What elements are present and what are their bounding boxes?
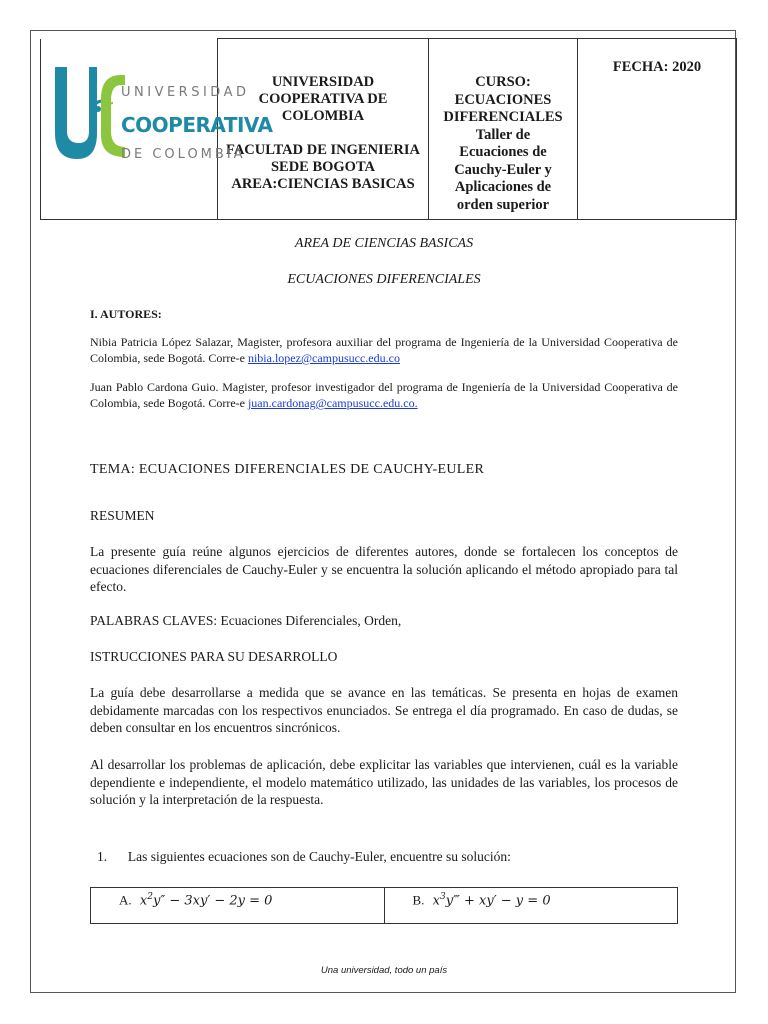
exercise-line (97, 849, 685, 865)
summary-text: La presente guía reúne algunos ejercicios de diferentes autores, donde se fortalecen los conceptos de ecuaciones diferenciales de Cauchy-Euler y se encuentra la solución aplicando el método apropiado para tal efecto. (90, 544, 678, 594)
author-1 (90, 334, 678, 366)
subject-heading: ECUACIONES DIFERENCIALES (287, 272, 481, 287)
header-table (40, 38, 737, 220)
equation-b-label: B. (412, 892, 425, 908)
instructions-p1: La guía debe desarrollarse a medida que se avance en las temáticas. Se presenta en hojas de examen debidamente marcadas con los respectivos enunciados. Se entrega el día programado. En caso de dudas, se deben consultar en los encuentros sincrónicos. (90, 685, 678, 735)
logo-cell (41, 39, 273, 220)
course-cell (429, 39, 578, 220)
faculty: FACULTAD DE INGENIERIA (226, 142, 420, 158)
campus: SEDE BOGOTA (270, 159, 376, 175)
equation-a-label: A. (119, 892, 132, 908)
course-line: Cauchy-Euler y (454, 161, 552, 178)
university-name-2: COOPERATIVA DE (258, 91, 388, 107)
ucc-logo-icon (41, 39, 273, 219)
logo-line1: UNIVERSIDAD (121, 84, 250, 100)
equation-b: B. $x^3y‴ + xy' - y = 0$ (384, 888, 678, 924)
course-line: orden superior (456, 196, 550, 213)
author-2-text: Juan Pablo Cardona Guio. Magister, profesor investigador del programa de Ingeniería de la Universidad Cooperativa de Colombia, sede Bogotá. Corre-e (90, 380, 678, 410)
course-line: CURSO: (475, 74, 531, 90)
keywords: PALABRAS CLAVES: Ecuaciones Diferenciales, Orden, (90, 613, 402, 628)
course-line: ECUACIONES (454, 91, 552, 108)
topic: TEMA: ECUACIONES DIFERENCIALES DE CAUCHY-EULER (90, 462, 485, 477)
logo-line3: DE COLOMBIA (121, 146, 246, 162)
author-1-text: Nibia Patricia López Salazar, Magister, profesora auxiliar del programa de Ingeniería de la Universidad Cooperativa de Colombia, sede Bogotá. Corre-e (90, 335, 678, 365)
date-cell (578, 39, 737, 220)
summary-title: RESUMEN (90, 508, 155, 523)
author-2 (90, 379, 678, 411)
course-line: DIFERENCIALES (443, 109, 563, 125)
course-line: Taller de (475, 126, 531, 143)
instructions-title: ISTRUCCIONES PARA SU DESARROLLO (90, 649, 338, 664)
university-logo (41, 39, 273, 219)
course-line: Ecuaciones de (459, 144, 547, 160)
equations-table (90, 887, 678, 924)
author-1-email-link[interactable]: nibia.lopez@campusucc.edu.co (247, 351, 400, 365)
exercise-text: Las siguientes ecuaciones son de Cauchy-Euler, encuentre su solución: (127, 849, 511, 864)
equation-a: A. $x^2y'' - 3xy' - 2y = 0$ (91, 888, 385, 924)
date: FECHA: 2020 (612, 59, 702, 75)
exercise-number: 1. (97, 849, 108, 864)
area: AREA:CIENCIAS BASICAS (231, 176, 415, 192)
instructions-p2: Al desarrollar los problemas de aplicación, debe explicitar las variables que intervienen, cuál es la variable dependiente e independiente, el modelo matemático utilizado, las unidades de las variables, los procesos de solución y la interpretación de la respuesta. (90, 757, 678, 807)
footer-slogan: Una universidad, todo un país (320, 965, 448, 976)
course-line: Aplicaciones de (454, 179, 552, 195)
university-name-3: COLOMBIA (281, 108, 365, 124)
authors-title: I. AUTORES: (90, 307, 162, 321)
university-name-1: UNIVERSIDAD (271, 74, 375, 90)
author-2-email-link[interactable]: juan.cardonag@campusucc.edu.co. (247, 396, 418, 410)
area-heading: AREA DE CIENCIAS BASICAS (294, 236, 474, 251)
logo-line2: COOPERATIVA (121, 112, 273, 137)
